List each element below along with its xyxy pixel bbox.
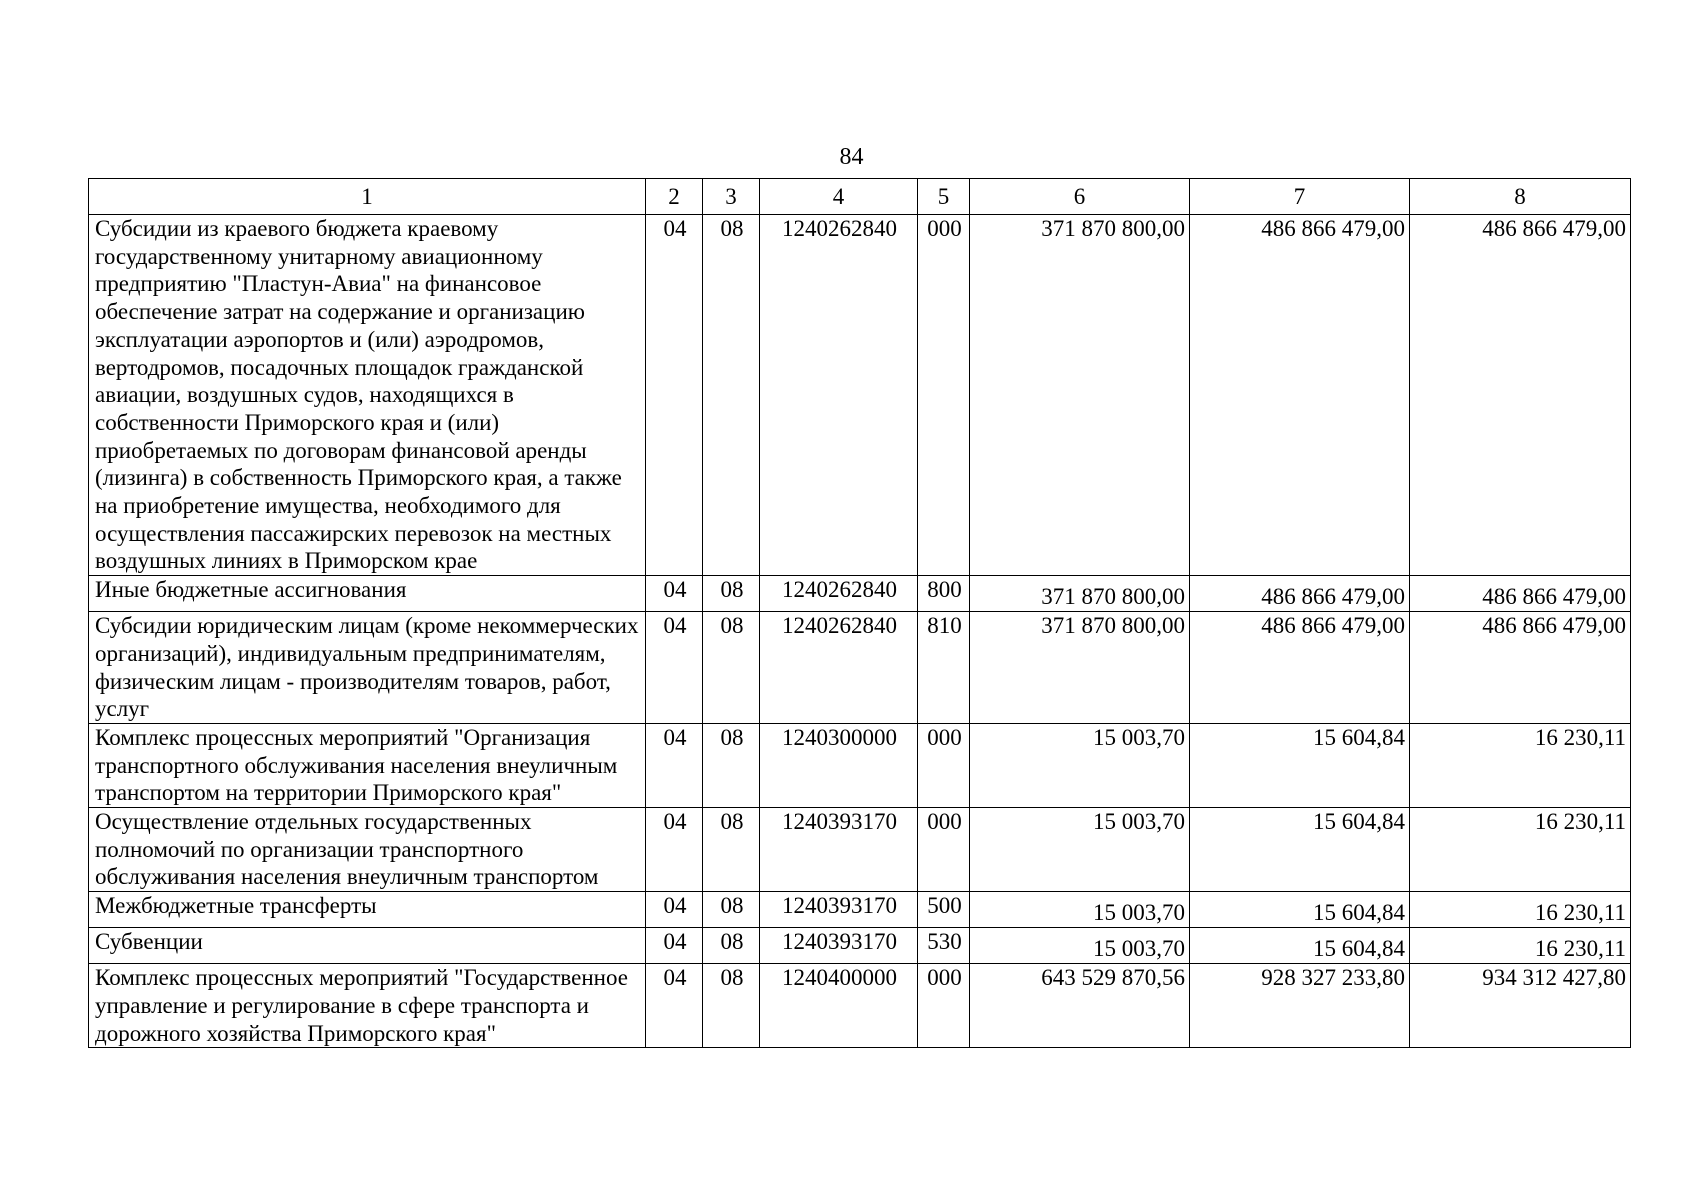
amount-col8: 16 230,11 (1410, 723, 1631, 807)
amount-col8: 486 866 479,00 (1410, 576, 1631, 612)
expense-type-code: 810 (918, 612, 970, 724)
column-header: 3 (703, 179, 760, 215)
table-row (89, 892, 1631, 928)
amount-col7: 15 604,84 (1190, 723, 1410, 807)
target-article-code: 1240300000 (760, 723, 918, 807)
section-code: 04 (646, 964, 703, 1048)
target-article-code: 1240262840 (760, 612, 918, 724)
amount-col7: 15 604,84 (1190, 892, 1410, 928)
table-row (89, 964, 1631, 1048)
row-name: Субсидии из краевого бюджета краевому государственному унитарному авиационному предприятию "Пластун-Авиа" на финансовое обеспечение затрат на содержание и организацию эксплуатации аэропортов и (или) аэродромов, вертодромов, посадочных площадок гражданской авиации, воздушных судов, находящихся в собственности Приморского края и (или) приобретаемых по договорам финансовой аренды (лизинга) в собственность Приморского края, а также на приобретение имущества, необходимого для осуществления пассажирских перевозок на местных воздушных линиях в Приморском крае (89, 215, 646, 576)
page-number: 84 (839, 144, 864, 170)
row-name: Иные бюджетные ассигнования (89, 576, 646, 612)
section-code: 04 (646, 576, 703, 612)
expense-type-code: 000 (918, 215, 970, 576)
target-article-code: 1240393170 (760, 892, 918, 928)
section-code: 04 (646, 928, 703, 964)
table-row (89, 612, 1631, 724)
table-row (89, 928, 1631, 964)
target-article-code: 1240393170 (760, 808, 918, 892)
amount-col8: 934 312 427,80 (1410, 964, 1631, 1048)
table-row (89, 576, 1631, 612)
amount-col6: 15 003,70 (970, 723, 1190, 807)
target-article-code: 1240393170 (760, 928, 918, 964)
amount-col7: 15 604,84 (1190, 808, 1410, 892)
amount-col6: 371 870 800,00 (970, 215, 1190, 576)
expense-type-code: 000 (918, 964, 970, 1048)
amount-col6: 643 529 870,56 (970, 964, 1190, 1048)
amount-col7: 486 866 479,00 (1190, 576, 1410, 612)
amount-col6: 15 003,70 (970, 892, 1190, 928)
row-name: Межбюджетные трансферты (89, 892, 646, 928)
section-code: 04 (646, 723, 703, 807)
target-article-code: 1240262840 (760, 576, 918, 612)
amount-col8: 16 230,11 (1410, 892, 1631, 928)
header-row (89, 179, 1631, 215)
column-header: 1 (89, 179, 646, 215)
row-name: Комплекс процессных мероприятий "Организация транспортного обслуживания населения внеуличным транспортом на территории Приморского края" (89, 723, 646, 807)
table-row (89, 808, 1631, 892)
table-row (89, 215, 1631, 576)
section-code: 04 (646, 612, 703, 724)
subsection-code: 08 (703, 964, 760, 1048)
row-name: Осуществление отдельных государственных полномочий по организации транспортного обслуживания населения внеуличным транспортом (89, 808, 646, 892)
subsection-code: 08 (703, 928, 760, 964)
amount-col7: 486 866 479,00 (1190, 215, 1410, 576)
section-code: 04 (646, 808, 703, 892)
amount-col6: 371 870 800,00 (970, 576, 1190, 612)
amount-col6: 371 870 800,00 (970, 612, 1190, 724)
amount-col6: 15 003,70 (970, 928, 1190, 964)
column-header: 7 (1190, 179, 1410, 215)
budget-table (88, 178, 1631, 1048)
expense-type-code: 530 (918, 928, 970, 964)
amount-col7: 15 604,84 (1190, 928, 1410, 964)
row-name: Субвенции (89, 928, 646, 964)
column-header: 2 (646, 179, 703, 215)
target-article-code: 1240400000 (760, 964, 918, 1048)
amount-col8: 16 230,11 (1410, 808, 1631, 892)
table-row (89, 723, 1631, 807)
target-article-code: 1240262840 (760, 215, 918, 576)
amount-col6: 15 003,70 (970, 808, 1190, 892)
column-header: 4 (760, 179, 918, 215)
subsection-code: 08 (703, 892, 760, 928)
subsection-code: 08 (703, 808, 760, 892)
column-header: 8 (1410, 179, 1631, 215)
subsection-code: 08 (703, 612, 760, 724)
section-code: 04 (646, 892, 703, 928)
amount-col8: 486 866 479,00 (1410, 215, 1631, 576)
amount-col8: 486 866 479,00 (1410, 612, 1631, 724)
column-header: 5 (918, 179, 970, 215)
subsection-code: 08 (703, 215, 760, 576)
expense-type-code: 000 (918, 808, 970, 892)
row-name: Комплекс процессных мероприятий "Государственное управление и регулирование в сфере транспорта и дорожного хозяйства Приморского края" (89, 964, 646, 1048)
subsection-code: 08 (703, 723, 760, 807)
expense-type-code: 800 (918, 576, 970, 612)
amount-col7: 486 866 479,00 (1190, 612, 1410, 724)
expense-type-code: 500 (918, 892, 970, 928)
amount-col7: 928 327 233,80 (1190, 964, 1410, 1048)
amount-col8: 16 230,11 (1410, 928, 1631, 964)
column-header: 6 (970, 179, 1190, 215)
subsection-code: 08 (703, 576, 760, 612)
expense-type-code: 000 (918, 723, 970, 807)
row-name: Субсидии юридическим лицам (кроме некоммерческих организаций), индивидуальным предпринимателям, физическим лицам - производителям товаров, работ, услуг (89, 612, 646, 724)
section-code: 04 (646, 215, 703, 576)
